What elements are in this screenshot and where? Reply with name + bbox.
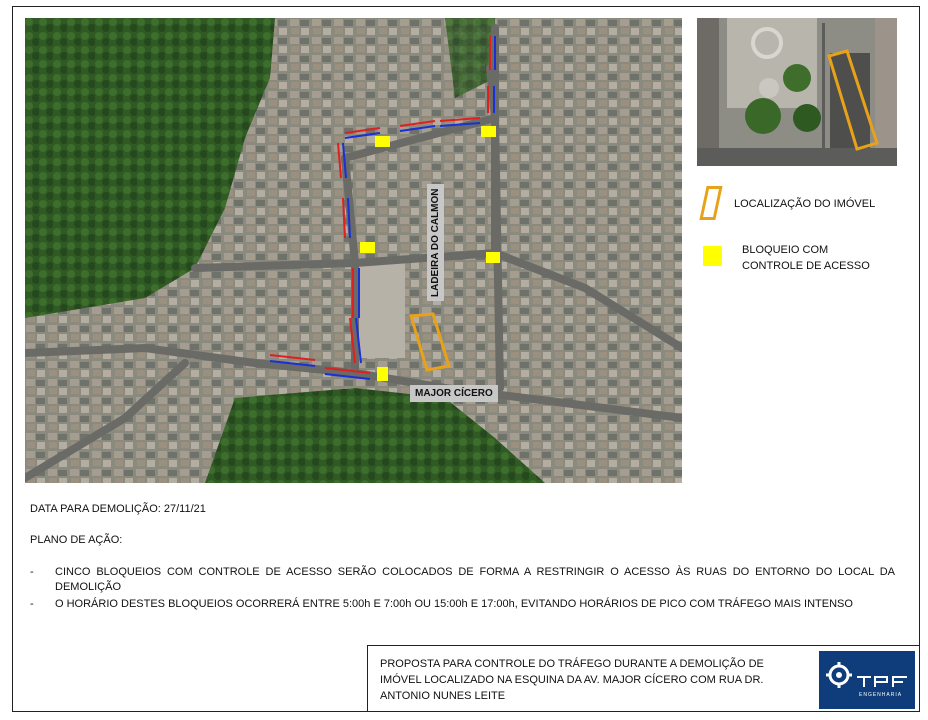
street-label-ladeira-do-calmon: LADEIRA DO CALMON [427, 184, 444, 301]
legend-block-swatch [703, 246, 722, 266]
proposal-box [367, 645, 920, 712]
demolition-date: DATA PARA DEMOLIÇÃO: 27/11/21 [30, 503, 206, 515]
bullet-text: O HORÁRIO DESTES BLOQUEIOS OCORRERÁ ENTRE 5:00h E 7:00h OU 15:00h E 17:00h, EVITANDO HORÁRIOS DE PICO COM TRÁFEGO MAIS INTENSO [55, 598, 853, 610]
inset-satellite-map [697, 18, 897, 166]
satellite-map [25, 18, 682, 483]
bullet-text: CINCO BLOQUEIOS COM CONTROLE DE ACESSO SERÃO COLOCADOS DE FORMA A RESTRINGIR O ACESSO ÀS RUAS DO ENTORNO DO LOCAL DA DEMOLIÇÃO [55, 566, 895, 593]
bullet-dash: - [30, 598, 34, 610]
action-plan-title: PLANO DE AÇÃO: [30, 534, 123, 546]
action-plan-item [30, 565, 895, 595]
proposal-text: PROPOSTA PARA CONTROLE DO TRÁFEGO DURANTE A DEMOLIÇÃO DE IMÓVEL LOCALIZADO NA ESQUINA DA AV. MAJOR CÍCERO COM RUA DR. ANTONIO NUNES LEITE [380, 658, 764, 702]
action-plan-item [30, 597, 895, 612]
logo-caption: ENGENHARIA [859, 692, 903, 698]
legend-property-label: LOCALIZAÇÃO DO IMÓVEL [734, 198, 876, 210]
tpf-gear-logo-icon [819, 651, 915, 709]
street-label-major-cicero: MAJOR CÍCERO [410, 385, 498, 402]
company-logo [819, 651, 915, 709]
bullet-dash: - [30, 566, 34, 578]
action-plan-list [30, 565, 895, 614]
legend-block-label: BLOQUEIO COM CONTROLE DE ACESSO [742, 244, 870, 272]
